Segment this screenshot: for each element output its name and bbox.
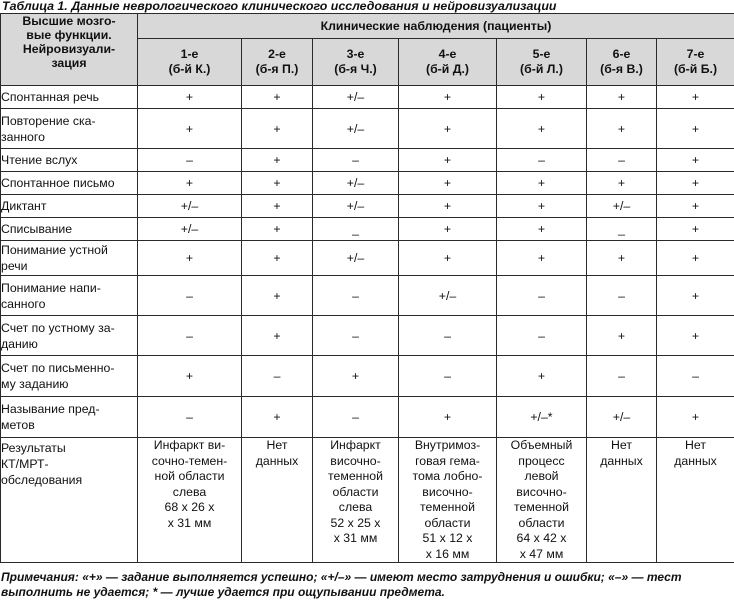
result-cell: +/–* xyxy=(497,397,587,438)
function-label: Понимание напи- санного xyxy=(1,276,138,316)
table-notes: Примечания: «+» — задание выполняется успешно; «+/–» — имеют место затруднения и ошибки; «–» — тест выполнить не удается; * — лучше удается при ощупывании предмета. xyxy=(1,570,682,599)
patient-number: 5-е xyxy=(532,47,551,61)
table-row xyxy=(1,195,734,218)
result-cell: – xyxy=(313,316,399,356)
patient-initials: (б-я П.) xyxy=(255,62,299,76)
result-cell: + xyxy=(242,218,313,241)
patient-initials: (б-я Ч.) xyxy=(334,62,377,76)
result-cell: + xyxy=(242,172,313,195)
result-cell: + xyxy=(657,316,734,356)
table-row xyxy=(1,109,734,149)
imaging-result-cell: Нет данных xyxy=(587,438,657,563)
function-label: Понимание устной речи xyxy=(1,241,138,276)
result-cell: + xyxy=(497,172,587,195)
imaging-result-cell: Внутримоз- говая гема- тома лобно- височно- теменной области 51 х 12 х х 16 мм xyxy=(399,438,497,563)
result-cell: – xyxy=(313,149,399,172)
row-header-cell xyxy=(1,14,138,86)
result-cell: + xyxy=(587,316,657,356)
result-cell: + xyxy=(657,397,734,438)
function-label: Диктант xyxy=(1,195,138,218)
result-cell: + xyxy=(497,218,587,241)
patient-header-6 xyxy=(587,39,657,86)
table-row xyxy=(1,149,734,172)
result-cell: _ xyxy=(587,218,657,241)
imaging-label: Результаты КТ/МРТ- обследования xyxy=(1,438,138,563)
result-cell: + xyxy=(242,276,313,316)
result-cell: +/– xyxy=(313,195,399,218)
result-cell: + xyxy=(313,356,399,397)
result-cell: +/– xyxy=(587,397,657,438)
result-cell: – xyxy=(242,356,313,397)
patient-initials: (б-й Д.) xyxy=(425,62,470,76)
patient-header-7 xyxy=(657,39,734,86)
result-cell: + xyxy=(399,195,497,218)
result-cell: + xyxy=(657,218,734,241)
result-cell: + xyxy=(242,86,313,109)
table-row xyxy=(1,86,734,109)
result-cell: _ xyxy=(313,218,399,241)
patient-number: 1-е xyxy=(180,47,199,61)
result-cell: + xyxy=(242,316,313,356)
result-cell: +/– xyxy=(313,241,399,276)
function-label: Повторение ска- занного xyxy=(1,109,138,149)
function-label: Чтение вслух xyxy=(1,149,138,172)
group-header-cell xyxy=(138,14,734,39)
patient-header-3 xyxy=(313,39,399,86)
result-cell: – xyxy=(138,316,242,356)
result-cell: +/– xyxy=(313,86,399,109)
patient-initials: (б-я В.) xyxy=(600,62,643,76)
patient-number: 2-е xyxy=(268,47,286,61)
result-cell: + xyxy=(587,241,657,276)
imaging-result-cell: Нет данных xyxy=(242,438,313,563)
result-cell: + xyxy=(657,86,734,109)
result-cell: + xyxy=(242,149,313,172)
result-cell: + xyxy=(399,397,497,438)
result-cell: +/– xyxy=(313,172,399,195)
result-cell: + xyxy=(242,241,313,276)
result-cell: – xyxy=(587,276,657,316)
result-cell: + xyxy=(657,109,734,149)
patient-number: 4-е xyxy=(438,47,457,61)
result-cell: – xyxy=(587,356,657,397)
table-row xyxy=(1,241,734,276)
result-cell: +/– xyxy=(313,109,399,149)
result-cell: + xyxy=(497,356,587,397)
result-cell: + xyxy=(138,86,242,109)
result-cell: – xyxy=(313,397,399,438)
result-cell: – xyxy=(497,149,587,172)
result-cell: + xyxy=(138,172,242,195)
result-cell: + xyxy=(399,149,497,172)
patient-number: 3-е xyxy=(346,47,365,61)
result-cell: + xyxy=(399,218,497,241)
result-cell: + xyxy=(497,86,587,109)
result-cell: + xyxy=(242,109,313,149)
function-label: Счет по устному за- данию xyxy=(1,316,138,356)
patient-initials: (б-й Б.) xyxy=(673,62,718,76)
result-cell: – xyxy=(497,276,587,316)
result-cell: – xyxy=(399,356,497,397)
table-caption: Таблица 1. Данные неврологического клинического исследования и нейровизуализации xyxy=(2,0,557,13)
function-label: Спонтанная речь xyxy=(1,86,138,109)
result-cell: + xyxy=(138,109,242,149)
table-row xyxy=(1,218,734,241)
result-cell: + xyxy=(657,172,734,195)
table-row xyxy=(1,316,734,356)
result-cell: +/– xyxy=(138,195,242,218)
function-label: Спонтанное письмо xyxy=(1,172,138,195)
table-row xyxy=(1,397,734,438)
result-cell: +/– xyxy=(138,218,242,241)
imaging-results-row xyxy=(1,438,734,563)
function-label: Называние пред- метов xyxy=(1,397,138,438)
group-header-text: Клинические наблюдения (пациенты) xyxy=(320,19,552,33)
result-cell: + xyxy=(497,241,587,276)
result-cell: – xyxy=(138,397,242,438)
result-cell: + xyxy=(587,109,657,149)
patient-header-2 xyxy=(242,39,313,86)
result-cell: – xyxy=(138,276,242,316)
result-cell: + xyxy=(242,397,313,438)
function-label: Счет по письменно- му заданию xyxy=(1,356,138,397)
result-cell: + xyxy=(138,356,242,397)
result-cell: – xyxy=(587,149,657,172)
row-header-text: Высшие мозго- вые функции. Нейровизуали- зация xyxy=(22,14,116,70)
result-cell: – xyxy=(657,356,734,397)
result-cell: + xyxy=(497,109,587,149)
result-cell: +/– xyxy=(587,195,657,218)
table-row xyxy=(1,356,734,397)
result-cell: + xyxy=(587,86,657,109)
result-cell: + xyxy=(657,276,734,316)
imaging-result-cell: Объемный процесс левой височно- теменной области 64 х 42 х х 47 мм xyxy=(497,438,587,563)
result-cell: + xyxy=(399,241,497,276)
patient-header-5 xyxy=(497,39,587,86)
result-cell: + xyxy=(497,195,587,218)
patient-header-1 xyxy=(138,39,242,86)
patient-initials: (б-й Л.) xyxy=(520,62,563,76)
table-body xyxy=(1,86,734,563)
result-cell: – xyxy=(497,316,587,356)
table-row xyxy=(1,172,734,195)
result-cell: + xyxy=(399,109,497,149)
function-label: Списывание xyxy=(1,218,138,241)
result-cell: +/– xyxy=(399,276,497,316)
result-cell: + xyxy=(242,195,313,218)
patient-number: 7-е xyxy=(686,47,705,61)
imaging-result-cell: Инфаркт ви- сочно-темен- ной области слева 68 х 26 х х 31 мм xyxy=(138,438,242,563)
result-cell: + xyxy=(587,172,657,195)
result-cell: + xyxy=(657,195,734,218)
table-row xyxy=(1,276,734,316)
result-cell: + xyxy=(657,149,734,172)
neurology-table xyxy=(0,13,734,563)
result-cell: + xyxy=(657,241,734,276)
result-cell: + xyxy=(399,86,497,109)
imaging-result-cell: Инфаркт височно- теменной области слева 52 х 25 х х 31 мм xyxy=(313,438,399,563)
imaging-result-cell: Нет данных xyxy=(657,438,734,563)
patient-header-4 xyxy=(399,39,497,86)
result-cell: – xyxy=(138,149,242,172)
result-cell: – xyxy=(399,316,497,356)
patient-initials: (б-й К.) xyxy=(168,62,211,76)
patient-number: 6-е xyxy=(612,47,631,61)
result-cell: + xyxy=(399,172,497,195)
result-cell: – xyxy=(313,276,399,316)
result-cell: + xyxy=(138,241,242,276)
